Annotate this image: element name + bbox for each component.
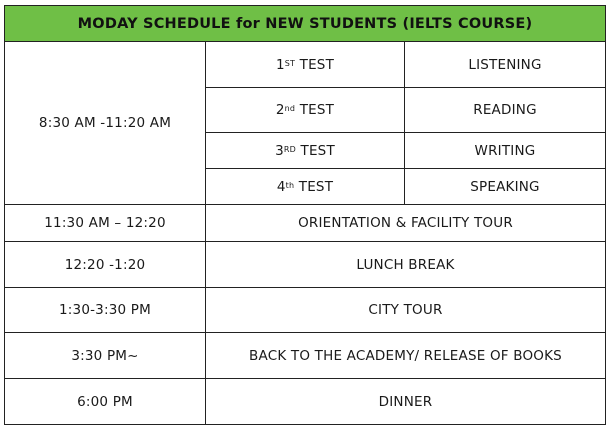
test-word: TEST	[299, 102, 335, 118]
test-subject-cell: SPEAKING	[404, 168, 606, 205]
time-cell: 6:00 PM	[4, 378, 206, 425]
test-number: 1	[275, 56, 285, 73]
time-cell: 1:30-3:30 PM	[4, 287, 206, 333]
test-word: TEST	[298, 178, 334, 195]
test-number: 3	[275, 142, 284, 159]
test-name-cell: 2 $^{nd}$ TEST	[205, 87, 405, 133]
test-word: TEST	[300, 142, 335, 159]
activity-cell: DINNER	[205, 378, 606, 425]
activity-cell: ORIENTATION & FACILITY TOUR	[205, 204, 606, 242]
schedule-table	[4, 5, 606, 425]
time-cell: 12:20 -1:20	[4, 241, 206, 288]
table-title: MODAY SCHEDULE for NEW STUDENTS (IELTS COURSE)	[4, 5, 606, 42]
test-number: 4	[276, 178, 286, 195]
time-cell: 3:30 PM~	[4, 332, 206, 379]
test-name-cell: 4 $^{th}$ TEST	[205, 168, 405, 205]
test-subject-cell: WRITING	[404, 132, 606, 169]
time-cell: 11:30 AM – 12:20	[4, 204, 206, 242]
morning-time-cell: 8:30 AM -11:20 AM	[4, 41, 206, 205]
activity-cell: LUNCH BREAK	[205, 241, 606, 288]
activity-cell: BACK TO THE ACADEMY/ RELEASE OF BOOKS	[205, 332, 606, 379]
test-subject-cell: LISTENING	[404, 41, 606, 88]
test-name-cell: 1 $^{ST}$ TEST	[205, 41, 405, 88]
test-number: 2	[275, 102, 285, 118]
test-subject-cell: READING	[404, 87, 606, 133]
activity-cell: CITY TOUR	[205, 287, 606, 333]
test-name-cell: 3 $^{RD}$ TEST	[205, 132, 405, 169]
test-word: TEST	[299, 56, 335, 73]
